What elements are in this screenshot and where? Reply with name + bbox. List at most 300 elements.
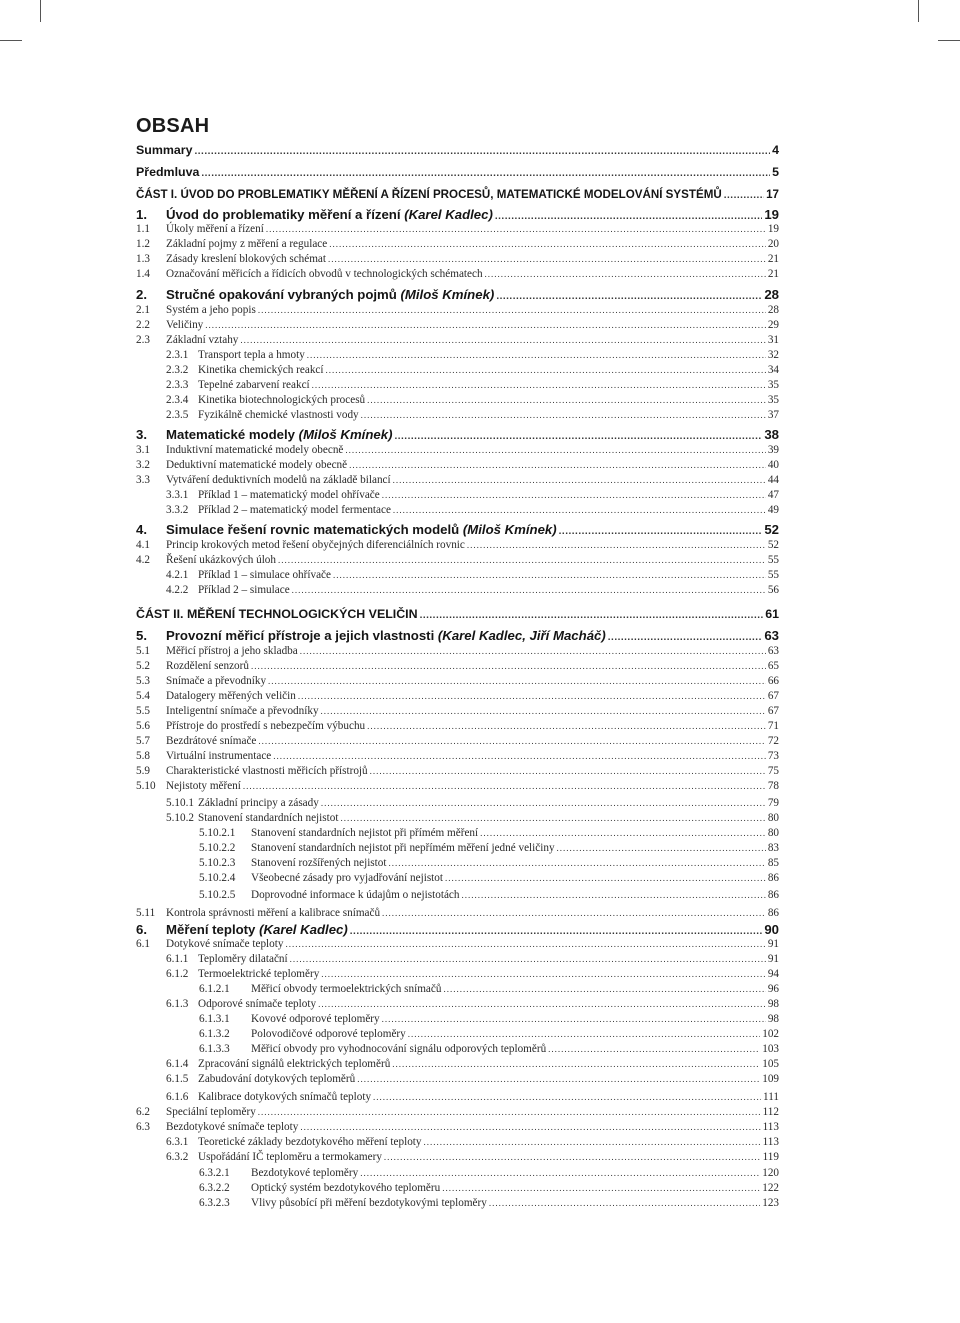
toc-entry[interactable] — [136, 997, 779, 1012]
toc-entry[interactable] — [136, 1027, 779, 1042]
toc-entry-page: 86 — [767, 889, 779, 901]
toc-entry-number: 6.2 — [136, 1106, 150, 1118]
toc-entry-author: (Karel Kadlec) — [259, 922, 348, 937]
dot-leader — [370, 764, 766, 779]
toc-entry[interactable] — [136, 674, 779, 689]
toc-entry-page: 52 — [764, 522, 779, 537]
toc-entry-title: Zabudování dotykových teploměrů — [198, 1073, 356, 1085]
toc-entry-number: 4.2.2 — [166, 584, 189, 596]
toc-entry-title: Příklad 1 – simulace ohřívače — [198, 569, 331, 581]
dot-leader — [258, 303, 766, 318]
toc-entry-number: 3.3.2 — [166, 504, 189, 516]
dot-leader — [480, 826, 766, 841]
toc-entry-title: Kinetika chemických reakcí — [198, 364, 324, 376]
toc-entry-number: 1.3 — [136, 253, 150, 265]
toc-entry[interactable] — [136, 1012, 779, 1027]
dot-leader — [298, 689, 766, 704]
toc-entry[interactable] — [136, 538, 779, 553]
toc-entry[interactable] — [136, 458, 779, 473]
toc-entry-title: Stanovení standardních nejistot — [198, 812, 339, 824]
toc-entry-number: 6.1.3.3 — [199, 1043, 230, 1055]
toc-entry[interactable] — [136, 811, 779, 826]
dot-leader — [240, 333, 765, 348]
toc-entry-number: 5.10.2 — [166, 812, 194, 824]
toc-entry[interactable] — [136, 606, 779, 623]
toc-entry-page: 63 — [767, 645, 779, 657]
toc-entry-number: 5.2 — [136, 660, 150, 672]
toc-entry[interactable] — [136, 734, 779, 749]
toc-entry-number: 1.1 — [136, 223, 150, 235]
toc-entry-page: 52 — [767, 539, 779, 551]
dot-leader — [243, 779, 766, 794]
toc-entry-number: 1.2 — [136, 238, 150, 250]
toc-entry[interactable] — [136, 378, 779, 393]
toc-entry-page: 20 — [767, 238, 779, 250]
toc-entry-page: 19 — [764, 207, 779, 222]
dot-leader — [292, 583, 766, 598]
toc-entry-title: Vlivy působící při měření bezdotykovými teploměry — [251, 1197, 487, 1209]
dot-leader — [326, 363, 766, 378]
toc-entry-title: ČÁST II. MĚŘENÍ TECHNOLOGICKÝCH VELIČIN — [136, 607, 418, 621]
toc-entry[interactable] — [136, 286, 779, 303]
toc-entry[interactable] — [136, 1135, 779, 1150]
toc-entry-number: 5.11 — [136, 907, 156, 919]
toc-entry-page: 37 — [767, 409, 779, 421]
dot-leader — [548, 1042, 760, 1057]
toc-entry-title: Matematické modely (Miloš Kmínek) — [166, 427, 393, 442]
toc-entry-page: 109 — [762, 1073, 779, 1085]
toc-entry-number: 5.6 — [136, 720, 150, 732]
toc-entry-page: 91 — [767, 938, 779, 950]
toc-entry[interactable] — [136, 443, 779, 458]
toc-entry-number: 5.7 — [136, 735, 150, 747]
toc-entry-number: 4.2.1 — [166, 569, 189, 581]
dot-leader — [392, 1057, 760, 1072]
toc-entry-page: 98 — [767, 998, 779, 1010]
dot-leader — [349, 458, 766, 473]
toc-entry-title: Fyzikálně chemické vlastnosti vody — [198, 409, 359, 421]
dot-leader — [333, 568, 766, 583]
toc-entry[interactable] — [136, 252, 779, 267]
toc-entry-title: Přístroje do prostředí s nebezpečím výbuchu — [166, 720, 366, 732]
toc-entry[interactable] — [136, 267, 779, 282]
toc-entry-title: Kontrola správnosti měření a kalibrace snímačů — [166, 907, 381, 919]
toc-entry-title: Tepelné zabarvení reakcí — [198, 379, 310, 391]
toc-entry-number: 4.2 — [136, 554, 150, 566]
toc-entry[interactable] — [136, 796, 779, 811]
toc-entry[interactable] — [136, 237, 779, 252]
toc-entry-title: Měření teploty (Karel Kadlec) — [166, 922, 348, 937]
toc-entry-number: 2.3.3 — [166, 379, 189, 391]
toc-entry-title: Kinetika biotechnologických procesů — [198, 394, 366, 406]
toc-entry[interactable] — [136, 856, 779, 871]
dot-leader — [724, 187, 764, 204]
toc-entry-number: 3.3.1 — [166, 489, 189, 501]
toc-entry-title: Měřicí obvody termoelektrických snímačů — [251, 983, 442, 995]
toc-entry-page: 96 — [767, 983, 779, 995]
toc-entry[interactable] — [136, 1105, 779, 1120]
toc-entry[interactable] — [136, 906, 779, 921]
toc-entry-title: Doprovodné informace k údajům o nejistotách — [251, 889, 460, 901]
toc-entry-title: Virtuální instrumentace — [166, 750, 272, 762]
toc-entry[interactable] — [136, 749, 779, 764]
dot-leader — [557, 841, 766, 856]
dot-leader — [290, 952, 766, 967]
toc-entry-page: 67 — [767, 705, 779, 717]
toc-entry[interactable] — [136, 142, 779, 159]
dot-leader — [393, 503, 766, 518]
toc-entry[interactable] — [136, 967, 779, 982]
toc-entry-number: 5.10.2.3 — [199, 857, 236, 869]
toc-entry-page: 55 — [767, 554, 779, 566]
dot-leader — [312, 378, 766, 393]
toc-entry-number: 6.1.2 — [166, 968, 189, 980]
toc-entry-title: Základní pojmy z měření a regulace — [166, 238, 328, 250]
toc-entry-page: 111 — [763, 1091, 779, 1103]
toc-entry[interactable] — [136, 719, 779, 734]
toc-entry-page: 39 — [767, 444, 779, 456]
toc-entry[interactable] — [136, 473, 779, 488]
toc-entry[interactable] — [136, 1042, 779, 1057]
toc-entry-title: Bezdotykové snímače teploty — [166, 1121, 299, 1133]
toc-entry-number: 6.1.2.1 — [199, 983, 230, 995]
toc-entry-title: Měřicí přístroj a jeho skladba — [166, 645, 298, 657]
toc-entry[interactable] — [136, 568, 779, 583]
toc-entry[interactable] — [136, 1120, 779, 1135]
toc-entry-page: 32 — [767, 349, 779, 361]
toc-entry-number: 6.1.1 — [166, 953, 189, 965]
toc-entry[interactable] — [136, 841, 779, 856]
toc-entry-page: 72 — [767, 735, 779, 747]
toc-entry-page: 80 — [767, 827, 779, 839]
dot-leader — [388, 856, 765, 871]
toc-entry-page: 35 — [767, 394, 779, 406]
toc-entry-title: Stanovení standardních nejistot při přímém měření — [251, 827, 479, 839]
dot-leader — [321, 704, 766, 719]
toc-entry-title: Základní principy a zásady — [198, 797, 319, 809]
toc-entry-page: 67 — [767, 690, 779, 702]
toc-entry-number: 6.1.3.1 — [199, 1013, 230, 1025]
toc-entry-page: 31 — [767, 334, 779, 346]
dot-leader — [273, 749, 766, 764]
toc-entry-author: (Karel Kadlec, Jiří Macháč) — [437, 628, 606, 643]
toc-entry-number: 5.1 — [136, 645, 150, 657]
toc-title: OBSAH — [136, 115, 210, 137]
dot-leader — [307, 348, 766, 363]
toc-entry-title: Kalibrace dotykových snímačů teploty — [198, 1091, 372, 1103]
toc-entry-number: 1.4 — [136, 268, 150, 280]
toc-entry-number: 6.3.2.3 — [199, 1197, 230, 1209]
toc-entry-page: 35 — [767, 379, 779, 391]
toc-entry[interactable] — [136, 826, 779, 841]
dot-leader — [345, 443, 765, 458]
dot-leader — [321, 796, 766, 811]
toc-entry-title: Summary — [136, 143, 193, 157]
dot-leader — [258, 734, 765, 749]
toc-entry[interactable] — [136, 689, 779, 704]
toc-entry-page: 38 — [764, 427, 779, 442]
dot-leader — [321, 967, 766, 982]
toc-entry[interactable] — [136, 937, 779, 952]
toc-entry-title: Předmluva — [136, 165, 200, 179]
dot-leader — [382, 488, 766, 503]
dot-leader — [357, 1072, 760, 1087]
toc-entry-title: Zásady kreslení blokových schémat — [166, 253, 326, 265]
toc-entry-page: 91 — [767, 953, 779, 965]
toc-entry[interactable] — [136, 704, 779, 719]
toc-entry[interactable] — [136, 164, 779, 181]
dot-leader — [485, 267, 766, 282]
toc-entry-title: Příklad 1 – matematický model ohřívače — [198, 489, 380, 501]
toc-entry-number: 5.9 — [136, 765, 150, 777]
toc-entry-title: Snímače a převodníky — [166, 675, 267, 687]
toc-entry-number: 5.10.2.4 — [199, 872, 236, 884]
toc-entry-page: 28 — [767, 304, 779, 316]
toc-entry[interactable] — [136, 659, 779, 674]
toc-entry-title: Polovodičové odporové teploměry — [251, 1028, 406, 1040]
toc-entry-title: Stručné opakování vybraných pojmů (Miloš Kmínek) — [166, 287, 495, 302]
toc-entry-page: 102 — [762, 1028, 779, 1040]
toc-entry[interactable] — [136, 1090, 779, 1105]
toc-entry[interactable] — [136, 186, 779, 203]
toc-entry-page: 5 — [772, 165, 779, 179]
dot-leader — [258, 1105, 761, 1120]
toc-entry-title: Měřicí obvody pro vyhodnocování signálu odporových teploměrů — [251, 1043, 547, 1055]
dot-leader — [329, 237, 766, 252]
toc-entry-number: 4.1 — [136, 539, 150, 551]
toc-entry[interactable] — [136, 318, 779, 333]
toc-entry-title: Stanovení standardních nejistot při nepřímém měření jedné veličiny — [251, 842, 555, 854]
toc-entry-title: Vytváření deduktivních modelů na základě bilancí — [166, 474, 391, 486]
dot-leader — [251, 659, 766, 674]
toc-entry-number: 6.3.2.2 — [199, 1182, 230, 1194]
toc-entry-title: Základní vztahy — [166, 334, 239, 346]
toc-entry-page: 119 — [762, 1151, 779, 1163]
toc-entry[interactable] — [136, 488, 779, 503]
toc-entry[interactable] — [136, 952, 779, 967]
dot-leader — [268, 674, 766, 689]
toc-entry-title: Stanovení rozšířených nejistot — [251, 857, 387, 869]
toc-entry-number: 1. — [136, 207, 147, 222]
dot-leader — [489, 1196, 760, 1211]
toc-entry-title: Inteligentní snímače a převodníky — [166, 705, 319, 717]
toc-entry[interactable] — [136, 1072, 779, 1087]
toc-entry[interactable] — [136, 521, 779, 538]
dot-leader — [300, 644, 766, 659]
toc-entry-page: 28 — [764, 287, 779, 302]
toc-entry-title: Rozdělení senzorů — [166, 660, 249, 672]
toc-entry-page: 80 — [767, 812, 779, 824]
toc-entry-page: 61 — [765, 607, 779, 621]
dot-leader — [443, 982, 765, 997]
toc-entry-page: 56 — [767, 584, 779, 596]
toc-entry-page: 123 — [762, 1197, 779, 1209]
toc-entry-number: 6.1.4 — [166, 1058, 189, 1070]
toc-entry-number: 3. — [136, 427, 147, 442]
toc-entry-title: Simulace řešení rovnic matematických modelů (Miloš Kmínek) — [166, 522, 557, 537]
dot-leader — [300, 1120, 760, 1135]
dot-leader — [393, 473, 766, 488]
toc-entry-page: 122 — [762, 1182, 779, 1194]
toc-entry-number: 5.10.2.2 — [199, 842, 236, 854]
dot-leader — [420, 607, 764, 624]
toc-entry-page: 112 — [762, 1106, 779, 1118]
toc-entry[interactable] — [136, 1196, 779, 1211]
toc-entry-number: 5.8 — [136, 750, 150, 762]
toc-entry-page: 66 — [767, 675, 779, 687]
toc-entry-number: 4. — [136, 522, 147, 537]
dot-leader — [424, 1135, 761, 1150]
toc-entry-title: Transport tepla a hmoty — [198, 349, 305, 361]
toc-entry-page: 78 — [767, 780, 779, 792]
toc-entry[interactable] — [136, 1181, 779, 1196]
toc-entry[interactable] — [136, 779, 779, 794]
toc-entry-number: 5. — [136, 628, 147, 643]
toc-entry-page: 63 — [764, 628, 779, 643]
dot-leader — [360, 1166, 760, 1181]
toc-entry-number: 5.10.1 — [166, 797, 194, 809]
toc-entry-title: Všeobecné zásady pro vyjadřování nejistot — [251, 872, 443, 884]
toc-entry[interactable] — [136, 764, 779, 779]
toc-entry-number: 5.10.2.1 — [199, 827, 236, 839]
dot-leader — [382, 906, 766, 921]
toc-entry-page: 113 — [762, 1136, 779, 1148]
toc-entry-number: 6.1.3.2 — [199, 1028, 230, 1040]
toc-entry-number: 5.10.2.5 — [199, 889, 236, 901]
toc-entry-page: 71 — [767, 720, 779, 732]
toc-entry-page: 29 — [767, 319, 779, 331]
toc-entry-title: Kovové odporové teploměry — [251, 1013, 380, 1025]
toc-entry[interactable] — [136, 303, 779, 318]
toc-entry-number: 2.3.4 — [166, 394, 189, 406]
toc-entry-number: 6.3.2 — [166, 1151, 189, 1163]
toc-entry-page: 103 — [762, 1043, 779, 1055]
toc-entry-page: 21 — [767, 253, 779, 265]
toc-entry-number: 2.2 — [136, 319, 150, 331]
toc-entry-title: Induktivní matematické modely obecně — [166, 444, 344, 456]
toc-entry-title: Dotykové snímače teploty — [166, 938, 284, 950]
dot-leader — [461, 888, 765, 903]
toc-entry-title: Nejistoty měření — [166, 780, 241, 792]
toc-entry-title: Příklad 2 – matematický model fermentace — [198, 504, 391, 516]
dot-leader — [408, 1027, 760, 1042]
dot-leader — [205, 318, 766, 333]
toc-entry[interactable] — [136, 426, 779, 443]
dot-leader — [285, 937, 765, 952]
toc-entry-number: 6.1.3 — [166, 998, 189, 1010]
toc-entry-title: Systém a jeho popis — [166, 304, 256, 316]
toc-entry-page: 34 — [767, 364, 779, 376]
toc-entry-title: Speciální teploměry — [166, 1106, 256, 1118]
toc-entry[interactable] — [136, 1057, 779, 1072]
dot-leader — [328, 252, 766, 267]
toc-entry[interactable] — [136, 888, 779, 903]
toc-entry-number: 5.3 — [136, 675, 150, 687]
toc-entry[interactable] — [136, 644, 779, 659]
toc-entry-title: Charakteristické vlastnosti měřicích přístrojů — [166, 765, 368, 777]
toc-entry-title: Řešení ukázkových úloh — [166, 554, 276, 566]
toc-entry-number: 6.3.1 — [166, 1136, 189, 1148]
toc-entry[interactable] — [136, 921, 779, 938]
toc-entry[interactable] — [136, 393, 779, 408]
dot-leader — [442, 1181, 760, 1196]
dot-leader — [467, 538, 766, 553]
dot-leader — [367, 393, 766, 408]
toc-entry[interactable] — [136, 553, 779, 568]
toc-entry[interactable] — [136, 408, 779, 423]
dot-leader — [361, 408, 766, 423]
toc-entry-number: 6.3 — [136, 1121, 150, 1133]
toc-entry[interactable] — [136, 1150, 779, 1165]
dot-leader — [318, 997, 766, 1012]
dot-leader — [278, 553, 766, 568]
dot-leader — [384, 1150, 761, 1165]
toc-entry-author: (Miloš Kmínek) — [298, 427, 393, 442]
dot-leader — [266, 222, 766, 237]
toc-entry-page: 105 — [762, 1058, 779, 1070]
toc-entry-number: 3.3 — [136, 474, 150, 486]
toc-entry-author: (Miloš Kmínek) — [400, 287, 495, 302]
toc-entry-title: Veličiny — [166, 319, 204, 331]
toc-entry-title: Optický systém bezdotykového teploměru — [251, 1182, 441, 1194]
toc-entry-page: 73 — [767, 750, 779, 762]
toc-entry-page: 17 — [766, 188, 779, 201]
toc-entry-title: Příklad 2 – simulace — [198, 584, 290, 596]
dot-leader — [194, 143, 770, 160]
toc-entry-number: 6.1 — [136, 938, 150, 950]
toc-entry-page: 86 — [767, 907, 779, 919]
dot-leader — [340, 811, 765, 826]
toc-entry[interactable] — [136, 1166, 779, 1181]
toc-entry-page: 75 — [767, 765, 779, 777]
toc-entry[interactable] — [136, 363, 779, 378]
toc-entry-page: 55 — [767, 569, 779, 581]
toc-entry-title: Bezdrátové snímače — [166, 735, 257, 747]
toc-entry-page: 120 — [762, 1167, 779, 1179]
toc-entry[interactable] — [136, 333, 779, 348]
toc-entry-page: 40 — [767, 459, 779, 471]
toc-entry-title: ČÁST I. ÚVOD DO PROBLEMATIKY MĚŘENÍ A ŘÍZENÍ PROCESŮ, MATEMATICKÉ MODELOVÁNÍ SYSTÉMŮ — [136, 188, 722, 201]
toc-entry[interactable] — [136, 222, 779, 237]
toc-entry-title: Uspořádání IČ teploměru a termokamery — [198, 1151, 382, 1163]
toc-entry-author: (Karel Kadlec) — [404, 207, 493, 222]
toc-entry-title: Úvod do problematiky měření a řízení (Karel Kadlec) — [166, 207, 493, 222]
toc-entry-title: Odporové snímače teploty — [198, 998, 317, 1010]
toc-entry[interactable] — [136, 348, 779, 363]
toc-entry-number: 5.10 — [136, 780, 156, 792]
toc-entry[interactable] — [136, 982, 779, 997]
toc-entry-number: 5.4 — [136, 690, 150, 702]
toc-entry-number: 6.1.5 — [166, 1073, 189, 1085]
toc-entry[interactable] — [136, 627, 779, 644]
toc-entry[interactable] — [136, 503, 779, 518]
toc-entry-number: 2.3 — [136, 334, 150, 346]
toc-entry-page: 94 — [767, 968, 779, 980]
toc-entry-page: 90 — [764, 922, 779, 937]
toc-entry-author: (Miloš Kmínek) — [462, 522, 557, 537]
toc-entry-page: 21 — [767, 268, 779, 280]
toc-entry-title: Termoelektrické teploměry — [198, 968, 320, 980]
toc-entry[interactable] — [136, 206, 779, 223]
toc-entry[interactable] — [136, 583, 779, 598]
dot-leader — [445, 871, 766, 886]
toc-entry-title: Bezdotykové teploměry — [251, 1167, 359, 1179]
toc-entry-page: 85 — [767, 857, 779, 869]
toc-entry[interactable] — [136, 871, 779, 886]
toc-entry-number: 2.3.1 — [166, 349, 189, 361]
toc-entry-page: 65 — [767, 660, 779, 672]
toc-entry-number: 6.1.6 — [166, 1091, 189, 1103]
